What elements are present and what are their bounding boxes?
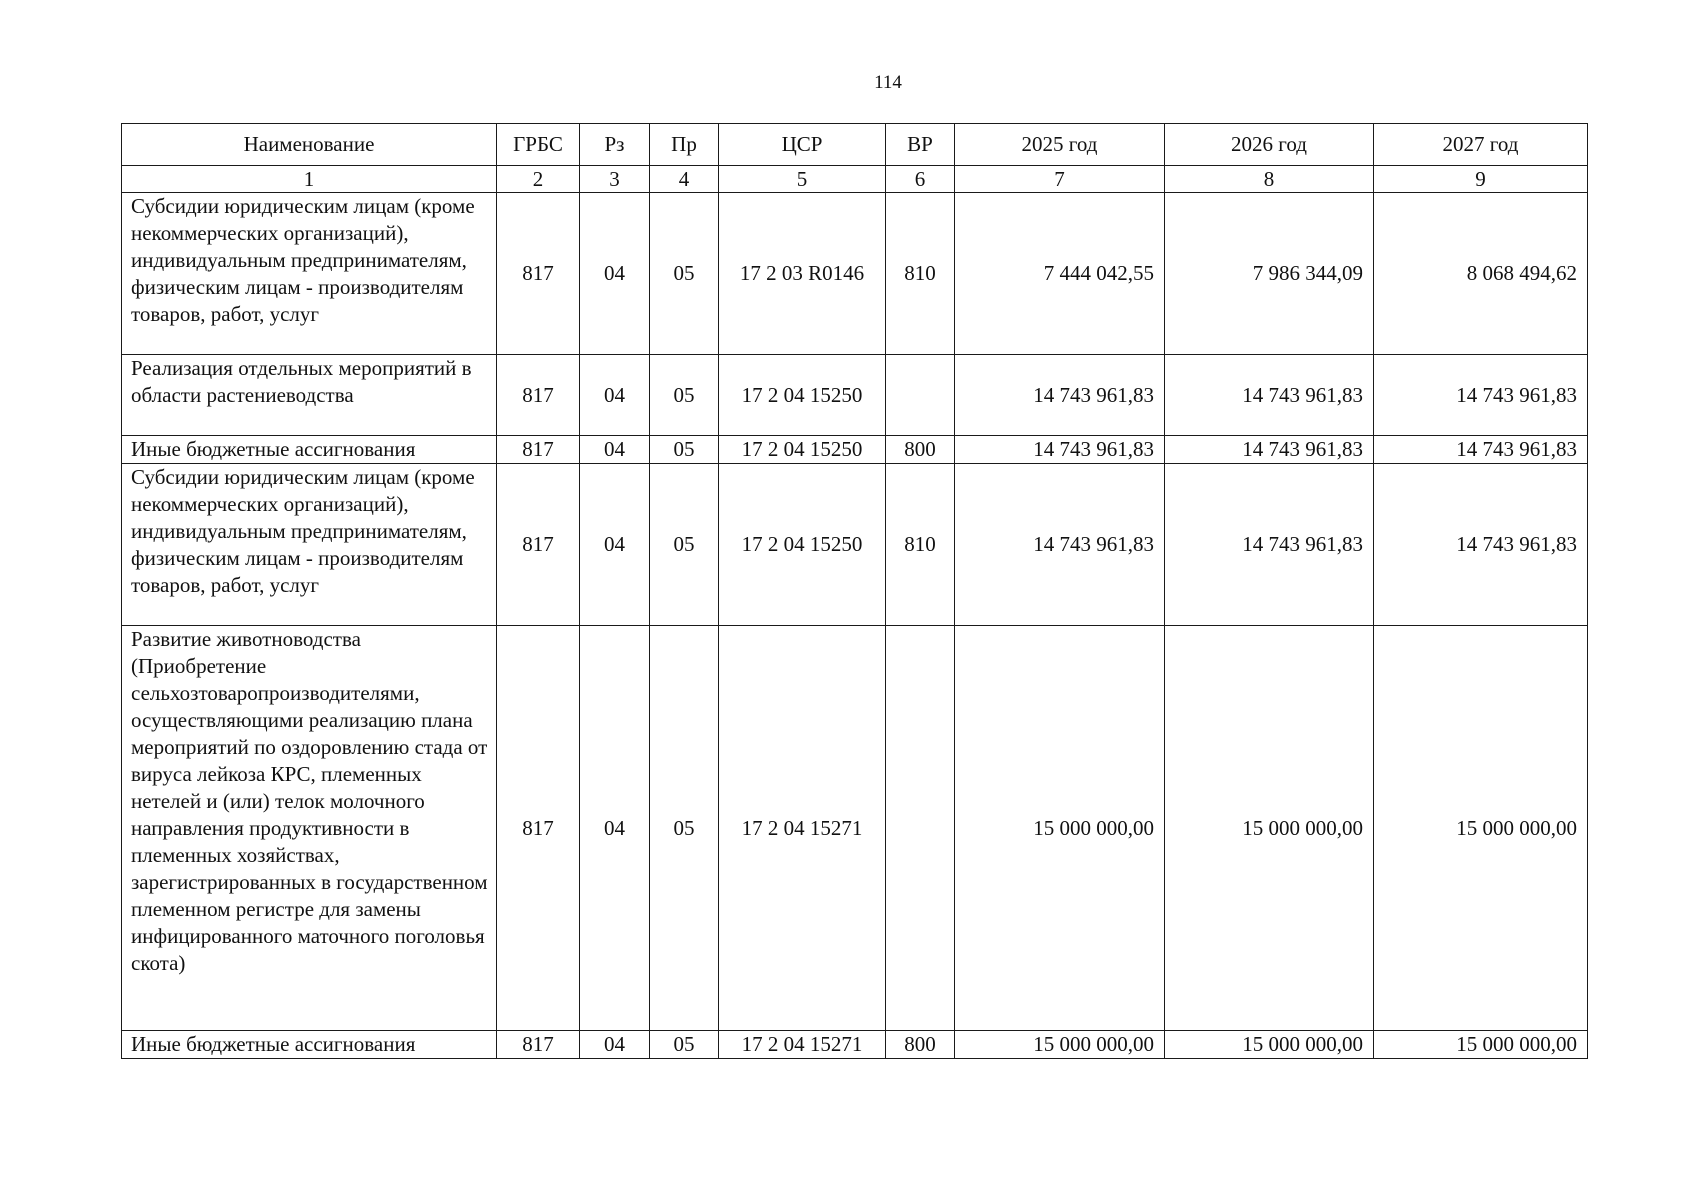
- row-vr: [886, 626, 955, 1031]
- row-2026: 15 000 000,00: [1165, 1031, 1374, 1059]
- row-grbs: 817: [497, 626, 580, 1031]
- column-number: 9: [1374, 166, 1588, 193]
- row-vr: 800: [886, 436, 955, 464]
- header-csr: ЦСР: [719, 124, 886, 166]
- row-2027: 8 068 494,62: [1374, 193, 1588, 355]
- header-2027: 2027 год: [1374, 124, 1588, 166]
- row-csr: 17 2 04 15271: [719, 1031, 886, 1059]
- budget-table: [121, 123, 1588, 1059]
- row-rz: 04: [580, 464, 650, 626]
- row-2025: 15 000 000,00: [955, 1031, 1165, 1059]
- row-pr: 05: [650, 193, 719, 355]
- row-csr: 17 2 04 15250: [719, 464, 886, 626]
- column-number: 2: [497, 166, 580, 193]
- row-csr: 17 2 04 15271: [719, 626, 886, 1031]
- header-row: [122, 124, 1588, 166]
- table-row: [122, 436, 1588, 464]
- row-2027: 14 743 961,83: [1374, 355, 1588, 436]
- row-name: Иные бюджетные ассигнования: [122, 436, 497, 464]
- header-vr: ВР: [886, 124, 955, 166]
- row-pr: 05: [650, 626, 719, 1031]
- row-grbs: 817: [497, 193, 580, 355]
- row-pr: 05: [650, 436, 719, 464]
- row-grbs: 817: [497, 464, 580, 626]
- column-number: 3: [580, 166, 650, 193]
- row-csr: 17 2 04 15250: [719, 436, 886, 464]
- row-name: Субсидии юридическим лицам (кроме некоммерческих организаций), индивидуальным предпринимателям, физическим лицам - производителям товаров, работ, услуг: [122, 193, 497, 355]
- table-row: [122, 355, 1588, 436]
- row-vr: 810: [886, 464, 955, 626]
- row-2026: 15 000 000,00: [1165, 626, 1374, 1031]
- row-vr: 800: [886, 1031, 955, 1059]
- row-vr: 810: [886, 193, 955, 355]
- row-rz: 04: [580, 355, 650, 436]
- row-2025: 7 444 042,55: [955, 193, 1165, 355]
- column-number-row: [122, 166, 1588, 193]
- row-rz: 04: [580, 626, 650, 1031]
- table-row: [122, 1031, 1588, 1059]
- row-2027: 14 743 961,83: [1374, 464, 1588, 626]
- row-grbs: 817: [497, 436, 580, 464]
- row-rz: 04: [580, 193, 650, 355]
- row-name: Развитие животноводства (Приобретение сельхозтоваропроизводителями, осуществляющими реализацию плана мероприятий по оздоровлению стада от вируса лейкоза КРС, племенных нетелей и (или) телок молочного направления продуктивности в племенных хозяйствах, зарегистрированных в государственном племенном регистре для замены инфицированного маточного поголовья скота): [122, 626, 497, 1031]
- row-grbs: 817: [497, 355, 580, 436]
- header-grbs: ГРБС: [497, 124, 580, 166]
- row-2025: 14 743 961,83: [955, 464, 1165, 626]
- header-name: Наименование: [122, 124, 497, 166]
- row-vr: [886, 355, 955, 436]
- row-pr: 05: [650, 355, 719, 436]
- row-2027: 15 000 000,00: [1374, 1031, 1588, 1059]
- row-name: Реализация отдельных мероприятий в области растениеводства: [122, 355, 497, 436]
- row-2026: 14 743 961,83: [1165, 355, 1374, 436]
- column-number: 5: [719, 166, 886, 193]
- page-number: 114: [874, 72, 902, 93]
- row-2026: 14 743 961,83: [1165, 436, 1374, 464]
- row-2025: 15 000 000,00: [955, 626, 1165, 1031]
- row-pr: 05: [650, 1031, 719, 1059]
- column-number: 6: [886, 166, 955, 193]
- row-pr: 05: [650, 464, 719, 626]
- row-2025: 14 743 961,83: [955, 436, 1165, 464]
- table-row: [122, 464, 1588, 626]
- header-rz: Рз: [580, 124, 650, 166]
- column-number: 8: [1165, 166, 1374, 193]
- row-csr: 17 2 04 15250: [719, 355, 886, 436]
- row-name: Субсидии юридическим лицам (кроме некоммерческих организаций), индивидуальным предпринимателям, физическим лицам - производителям товаров, работ, услуг: [122, 464, 497, 626]
- row-2027: 14 743 961,83: [1374, 436, 1588, 464]
- row-grbs: 817: [497, 1031, 580, 1059]
- row-2027: 15 000 000,00: [1374, 626, 1588, 1031]
- row-name: Иные бюджетные ассигнования: [122, 1031, 497, 1059]
- row-2025: 14 743 961,83: [955, 355, 1165, 436]
- column-number: 1: [122, 166, 497, 193]
- column-number: 4: [650, 166, 719, 193]
- table-row: [122, 193, 1588, 355]
- header-pr: Пр: [650, 124, 719, 166]
- row-rz: 04: [580, 1031, 650, 1059]
- row-csr: 17 2 03 R0146: [719, 193, 886, 355]
- row-2026: 7 986 344,09: [1165, 193, 1374, 355]
- header-2026: 2026 год: [1165, 124, 1374, 166]
- table-row: [122, 626, 1588, 1031]
- header-2025: 2025 год: [955, 124, 1165, 166]
- row-rz: 04: [580, 436, 650, 464]
- column-number: 7: [955, 166, 1165, 193]
- row-2026: 14 743 961,83: [1165, 464, 1374, 626]
